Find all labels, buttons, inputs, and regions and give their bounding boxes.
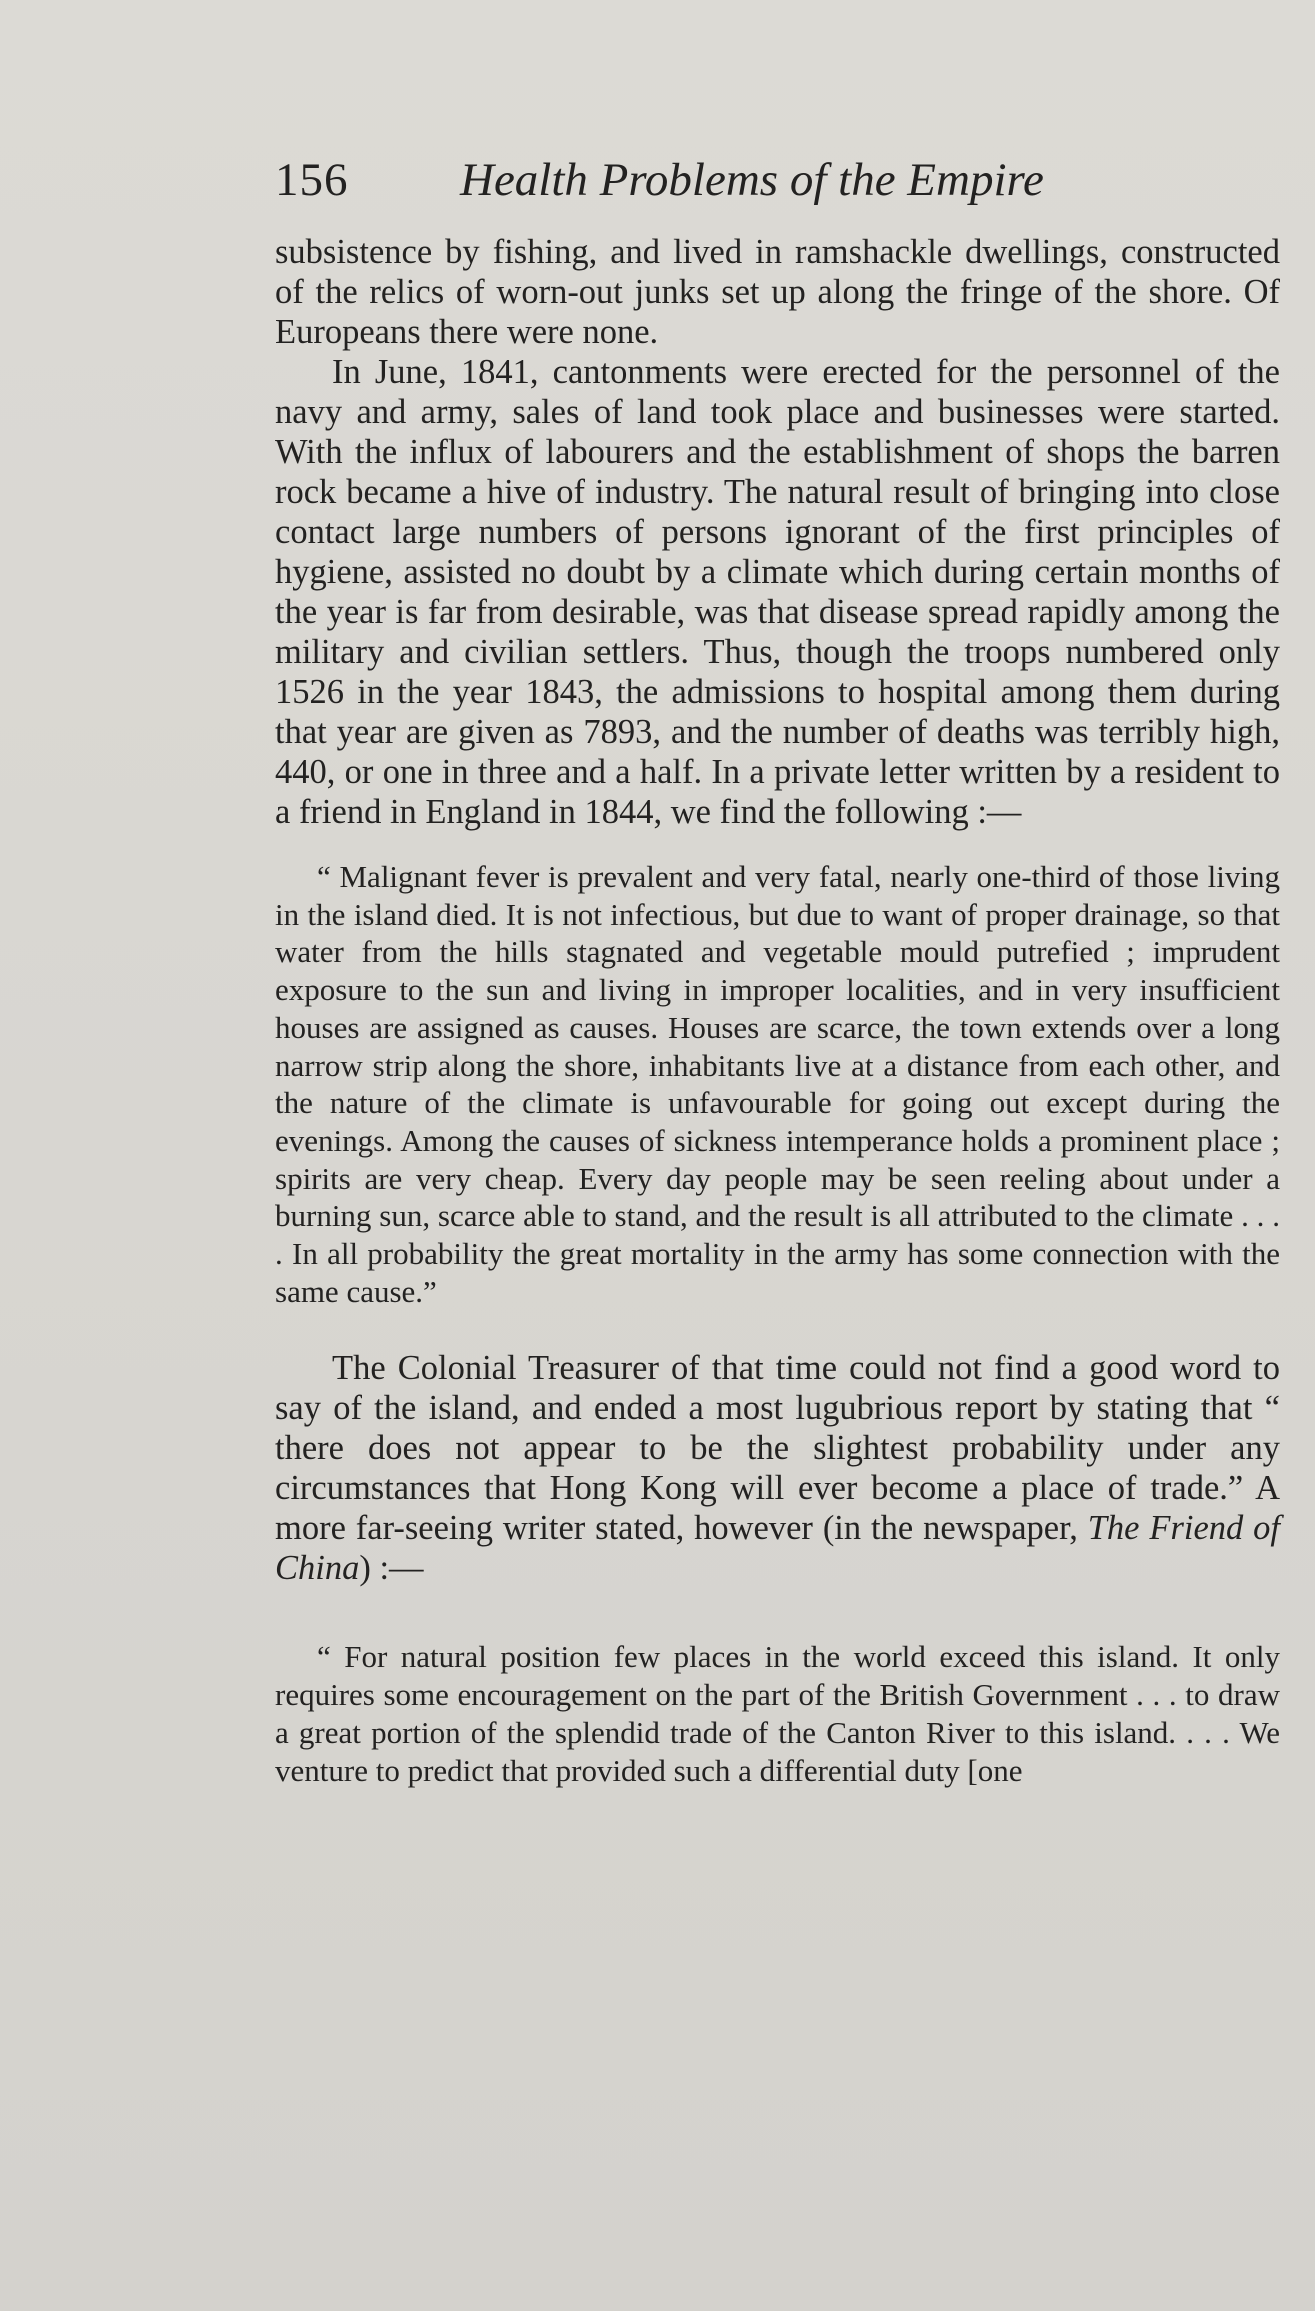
- spacer: [275, 832, 1280, 858]
- paragraph-text: The Colonial Treasurer of that time could not find a good word to say of the island, and ended a most lugubrious report by stating that “ there does not appear to be the slightest probability under any circumstances that Hong Kong will ever become a place of trade.” A more far-seeing writer stated, however (in the newspaper,: [275, 1349, 1280, 1548]
- page-number: 156: [275, 154, 349, 206]
- spacer: [275, 1588, 1280, 1638]
- newspaper-title: The Friend of China: [275, 1509, 1280, 1588]
- paragraph-text-end: ) :—: [359, 1549, 424, 1588]
- page-body: [275, 232, 1280, 1789]
- paragraph-colonial-treasurer: [275, 1348, 1280, 1588]
- page-header: [275, 150, 1115, 220]
- quotation-private-letter: “ Malignant fever is prevalent and very fatal, nearly one-third of those living in the island died. It is not infectious, but due to want of proper drainage, so that water from the hills stagnated and vegetable mould putrefied ; imprudent exposure to the sun and living in improper localities, and in very insufficient houses are assigned as causes. Houses are scarce, the town extends over a long narrow strip along the shore, inhabitants live at a distance from each other, and the nature of the climate is unfavourable for going out except during the evenings. Among the causes of sickness intemperance holds a prominent place ; spirits are very cheap. Every day people may be seen reeling about under a burning sun, scarce able to stand, and the result is all attributed to the climate . . . . In all probability the great mortality in the army has some connection with the same cause.”: [275, 859, 1280, 1309]
- running-head: Health Problems of the Empire: [460, 154, 1044, 206]
- spacer: [275, 1310, 1280, 1348]
- quotation-friend-of-china: “ For natural position few places in the world exceed this island. It only requires some encouragement on the part of the British Government . . . to draw a great portion of the splendid trade of the Canton River to this island. . . . We venture to predict that provided such a differential duty [one: [275, 1639, 1280, 1788]
- paragraph-cantonments: In June, 1841, cantonments were erected for the personnel of the navy and army, sales of land took place and businesses were started. With the influx of labourers and the establishment of shops the barren rock became a hive of industry. The natural result of bringing into close contact large numbers of persons ignorant of the first principles of hygiene, assisted no doubt by a climate which during certain months of the year is far from desirable, was that disease spread rapidly among the military and civilian settlers. Thus, though the troops numbered only 1526 in the year 1843, the admissions to hospital among them during that year are given as 7893, and the number of deaths was terribly high, 440, or one in three and a half. In a private letter written by a resident to a friend in England in 1844, we find the following :—: [275, 353, 1280, 831]
- paragraph-continuation: subsistence by fishing, and lived in ramshackle dwellings, constructed of the relics of worn-out junks set up along the fringe of the shore. Of Europeans there were none.: [275, 233, 1280, 351]
